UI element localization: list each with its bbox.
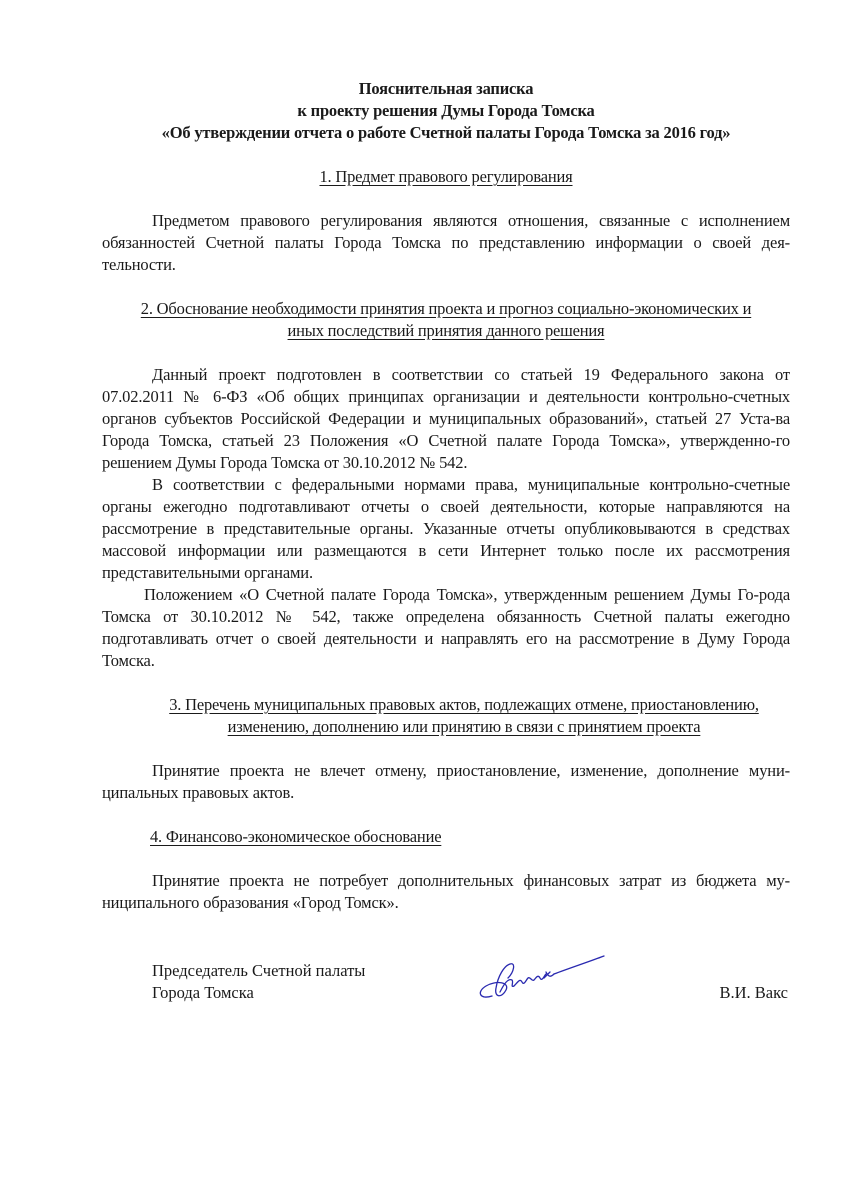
section-2-heading: 2. Обоснование необходимости принятия проекта и прогноз социально-экономических и иных последствий принятия данного решения: [140, 299, 752, 340]
signatory-role: Председатель Счетной палаты Города Томска: [152, 961, 366, 1002]
handwritten-signature-icon: [470, 948, 610, 1008]
section-3-heading: 3. Перечень муниципальных правовых актов, подлежащих отмене, приостановлению, изменению, дополнению или принятию в связи с принятием проекта: [169, 695, 759, 736]
document-title: [102, 78, 790, 144]
title-line: к проекту решения Думы Города Томска: [297, 101, 595, 120]
section-1-heading: 1. Предмет правового регулирования: [319, 167, 573, 186]
title-line: «Об утверждении отчета о работе Счетной палаты Города Томска за 2016 год»: [161, 123, 731, 142]
section-4-heading: 4. Финансово-экономическое обоснование: [150, 827, 442, 846]
signatory-name: В.И. Вакс: [719, 983, 788, 1002]
section-3-paragraph: Принятие проекта не влечет отмену, приостановление, изменение, дополнение муни-ципальных правовых актов.: [102, 761, 790, 802]
document-page: [102, 78, 790, 1020]
section-2-paragraph-2: В соответствии с федеральными нормами права, муниципальные контрольно-счетные органы ежегодно подготавливают отчеты о своей деятельности, которые направляются на рассмотрение в представительные органы. Указанные отчеты опубликовываются в средствах массовой информации или размещаются в сети Интернет только после их рассмотрения представительными органами.: [102, 475, 790, 582]
signature-block: [102, 960, 790, 1020]
title-line: Пояснительная записка: [358, 79, 534, 98]
section-1-paragraph: Предметом правового регулирования являются отношения, связанные с исполнением обязанностей Счетной палаты Города Томска по представлению информации о своей дея-тельности.: [102, 211, 790, 274]
section-2-paragraph-1: Данный проект подготовлен в соответствии со статьей 19 Федерального закона от 07.02.2011 № 6-ФЗ «Об общих принципах организации и деятельности контрольно-счетных органов субъектов Российской Федерации и муниципальных образований», статьей 27 Уста-ва Города Томска, статьей 23 Положения «О Счетной палате Города Томска», утвержденно-го решением Думы Города Томска от 30.10.2012 № 542.: [102, 365, 790, 472]
section-2-paragraph-3: Положением «О Счетной палате Города Томска», утвержденным решением Думы Го-рода Томска от 30.10.2012 № 542, также определена обязанность Счетной палаты ежегодно подготавливать отчет о своей деятельности и направлять его на рассмотрение в Думу Города Томска.: [102, 585, 790, 670]
section-4-paragraph: Принятие проекта не потребует дополнительных финансовых затрат из бюджета му-ниципального образования «Город Томск».: [102, 871, 790, 912]
